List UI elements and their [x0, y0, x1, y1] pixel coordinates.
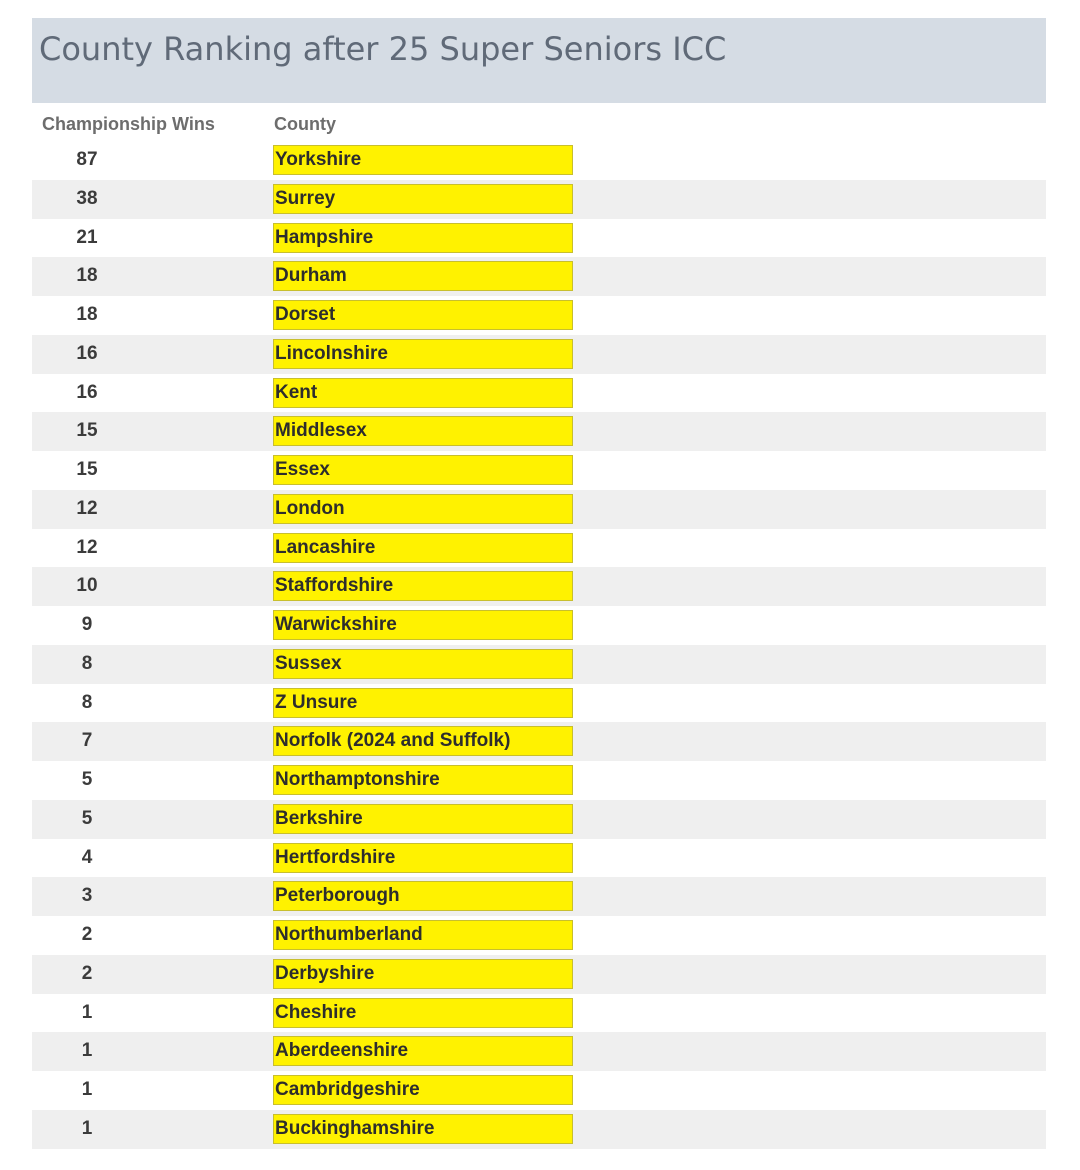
table-row	[32, 761, 1046, 800]
championship-wins-cell: 8	[81, 691, 93, 713]
championship-wins-cell: 1	[81, 1001, 93, 1023]
table-row	[32, 1032, 1046, 1071]
county-cell: Buckinghamshire	[273, 1114, 573, 1144]
county-cell: Norfolk (2024 and Suffolk)	[273, 726, 573, 756]
county-cell: Lincolnshire	[273, 339, 573, 369]
county-cell: Lancashire	[273, 533, 573, 563]
championship-wins-cell: 87	[76, 149, 98, 170]
championship-wins-cell: 21	[76, 226, 98, 248]
page-title: County Ranking after 25 Super Seniors ICC	[39, 30, 727, 68]
county-cell: Surrey	[273, 184, 573, 214]
table-row	[32, 180, 1046, 219]
championship-wins-cell: 12	[76, 536, 98, 558]
table-row	[32, 645, 1046, 684]
championship-wins-cell: 18	[76, 265, 98, 287]
championship-wins-cell: 7	[81, 730, 93, 752]
championship-wins-cell: 15	[76, 420, 98, 442]
championship-wins-cell: 2	[81, 924, 93, 945]
county-cell: Peterborough	[273, 881, 573, 911]
championship-wins-cell: 1	[81, 1079, 93, 1100]
table-row	[32, 529, 1046, 568]
championship-wins-cell: 16	[76, 342, 98, 364]
county-cell: Middlesex	[273, 416, 573, 446]
championship-wins-cell: 1	[81, 1040, 93, 1062]
table-row	[32, 296, 1046, 335]
table-row	[32, 839, 1046, 878]
county-cell: Durham	[273, 261, 573, 291]
county-cell: Hampshire	[273, 223, 573, 253]
column-header-wins: Championship Wins	[42, 114, 215, 134]
county-cell: Kent	[273, 378, 573, 408]
county-cell: Cheshire	[273, 998, 573, 1028]
title-bar	[32, 18, 1046, 103]
table-row	[32, 335, 1046, 374]
county-cell: Berkshire	[273, 804, 573, 834]
county-cell: Yorkshire	[273, 145, 573, 175]
county-cell: Essex	[273, 455, 573, 485]
championship-wins-cell: 16	[76, 381, 98, 403]
table-row	[32, 1071, 1046, 1110]
table-row	[32, 490, 1046, 529]
championship-wins-cell: 5	[81, 769, 93, 790]
table-row	[32, 451, 1046, 490]
table-row	[32, 800, 1046, 839]
county-cell: Dorset	[273, 300, 573, 330]
championship-wins-cell: 5	[81, 807, 93, 829]
championship-wins-cell: 10	[76, 575, 98, 597]
championship-wins-cell: 8	[81, 652, 93, 674]
table-row	[32, 955, 1046, 994]
championship-wins-cell: 2	[81, 962, 93, 984]
championship-wins-cell: 15	[76, 459, 98, 480]
table-row	[32, 916, 1046, 955]
county-cell: Northamptonshire	[273, 765, 573, 795]
championship-wins-cell: 4	[81, 846, 93, 868]
county-cell: Staffordshire	[273, 571, 573, 601]
table-row	[32, 219, 1046, 258]
county-cell: Warwickshire	[273, 610, 573, 640]
table-row	[32, 877, 1046, 916]
column-header-county: County	[274, 114, 336, 134]
ranking-table	[32, 141, 1046, 1149]
championship-wins-cell: 3	[81, 885, 93, 907]
county-cell: Z Unsure	[273, 688, 573, 718]
county-cell: Cambridgeshire	[273, 1075, 573, 1105]
table-row	[32, 994, 1046, 1033]
championship-wins-cell: 12	[76, 497, 98, 519]
table-header	[32, 110, 1046, 140]
table-row	[32, 684, 1046, 723]
table-row	[32, 567, 1046, 606]
championship-wins-cell: 18	[76, 304, 98, 325]
county-cell: Derbyshire	[273, 959, 573, 989]
county-cell: Sussex	[273, 649, 573, 679]
table-row	[32, 606, 1046, 645]
county-cell: London	[273, 494, 573, 524]
table-row	[32, 141, 1046, 180]
table-row	[32, 374, 1046, 413]
table-row	[32, 412, 1046, 451]
championship-wins-cell: 9	[81, 614, 93, 635]
table-row	[32, 1110, 1046, 1149]
county-cell: Hertfordshire	[273, 843, 573, 873]
championship-wins-cell: 38	[76, 187, 98, 209]
county-cell: Aberdeenshire	[273, 1036, 573, 1066]
table-row	[32, 722, 1046, 761]
championship-wins-cell: 1	[81, 1117, 93, 1139]
county-cell: Northumberland	[273, 920, 573, 950]
table-row	[32, 257, 1046, 296]
